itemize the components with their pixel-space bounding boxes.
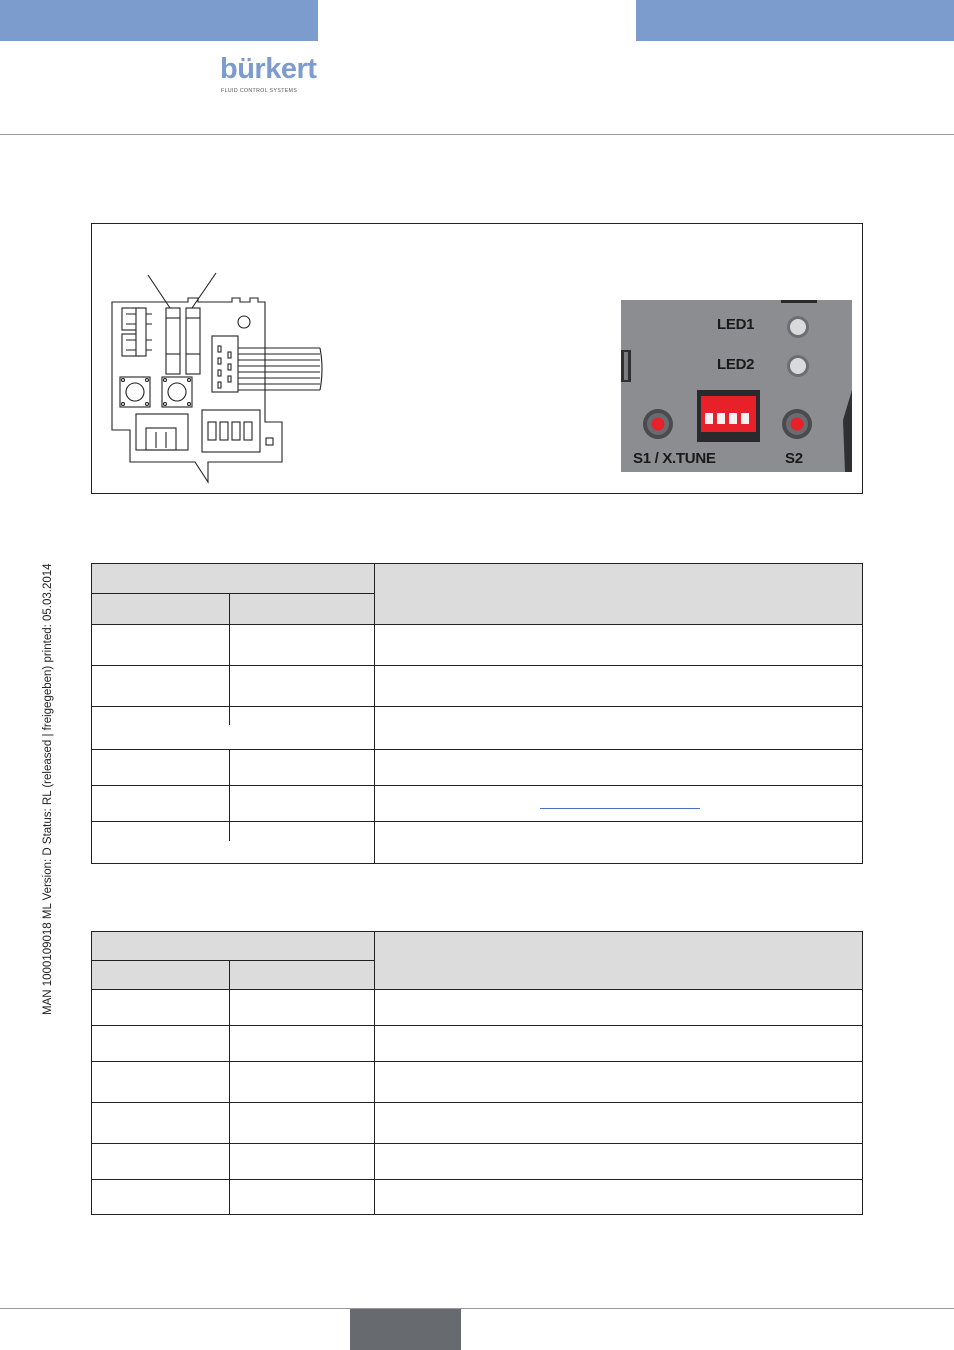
table-1-header-group (92, 564, 375, 594)
footer-divider (0, 1308, 954, 1309)
table-row (92, 1026, 863, 1062)
table-1 (91, 563, 863, 864)
page-number-tab (350, 1309, 461, 1350)
header-divider (0, 134, 954, 135)
table-2-header-row (92, 932, 863, 961)
table-2 (91, 931, 863, 1215)
brand-tagline: FLUID CONTROL SYSTEMS (221, 88, 298, 94)
table-2-subheader-a (92, 961, 230, 990)
table-row (92, 750, 863, 786)
table-1-subheader-a (92, 594, 230, 625)
table-1-header-description (374, 564, 862, 625)
table-row (92, 1062, 863, 1103)
table-row (92, 822, 863, 864)
s1-xtune-label: S1 / X.TUNE (633, 450, 716, 467)
table-row (92, 1103, 863, 1144)
table-2-subheader-b (229, 961, 374, 990)
table-row (92, 625, 863, 666)
s2-label: S2 (785, 450, 803, 467)
header-bar-right (636, 0, 954, 41)
table-1-subheader-b (229, 594, 374, 625)
device-photo (621, 300, 852, 472)
brand-name: bürkert (220, 53, 317, 85)
table-row (92, 666, 863, 707)
header-bar-left (0, 0, 318, 41)
led2-label: LED2 (717, 356, 755, 373)
table-2-header-description (374, 932, 862, 990)
document-status-note: MAN 1000109018 ML Version: D Status: RL (released | freigegeben) printed: 05.03.2014 (42, 563, 54, 1015)
link-underline[interactable] (540, 808, 700, 809)
table-1-divider-stub (229, 705, 230, 725)
table-row (92, 1144, 863, 1180)
table-row (92, 1180, 863, 1215)
table-2-header-group (92, 932, 375, 961)
table-row (92, 786, 863, 822)
table-1-header-row (92, 564, 863, 594)
brand-logo (220, 54, 320, 98)
table-1-divider-stub (229, 820, 230, 841)
table-row (92, 707, 863, 750)
circuit-board-drawing (100, 262, 340, 492)
table-row (92, 990, 863, 1026)
led1-label: LED1 (717, 316, 755, 333)
